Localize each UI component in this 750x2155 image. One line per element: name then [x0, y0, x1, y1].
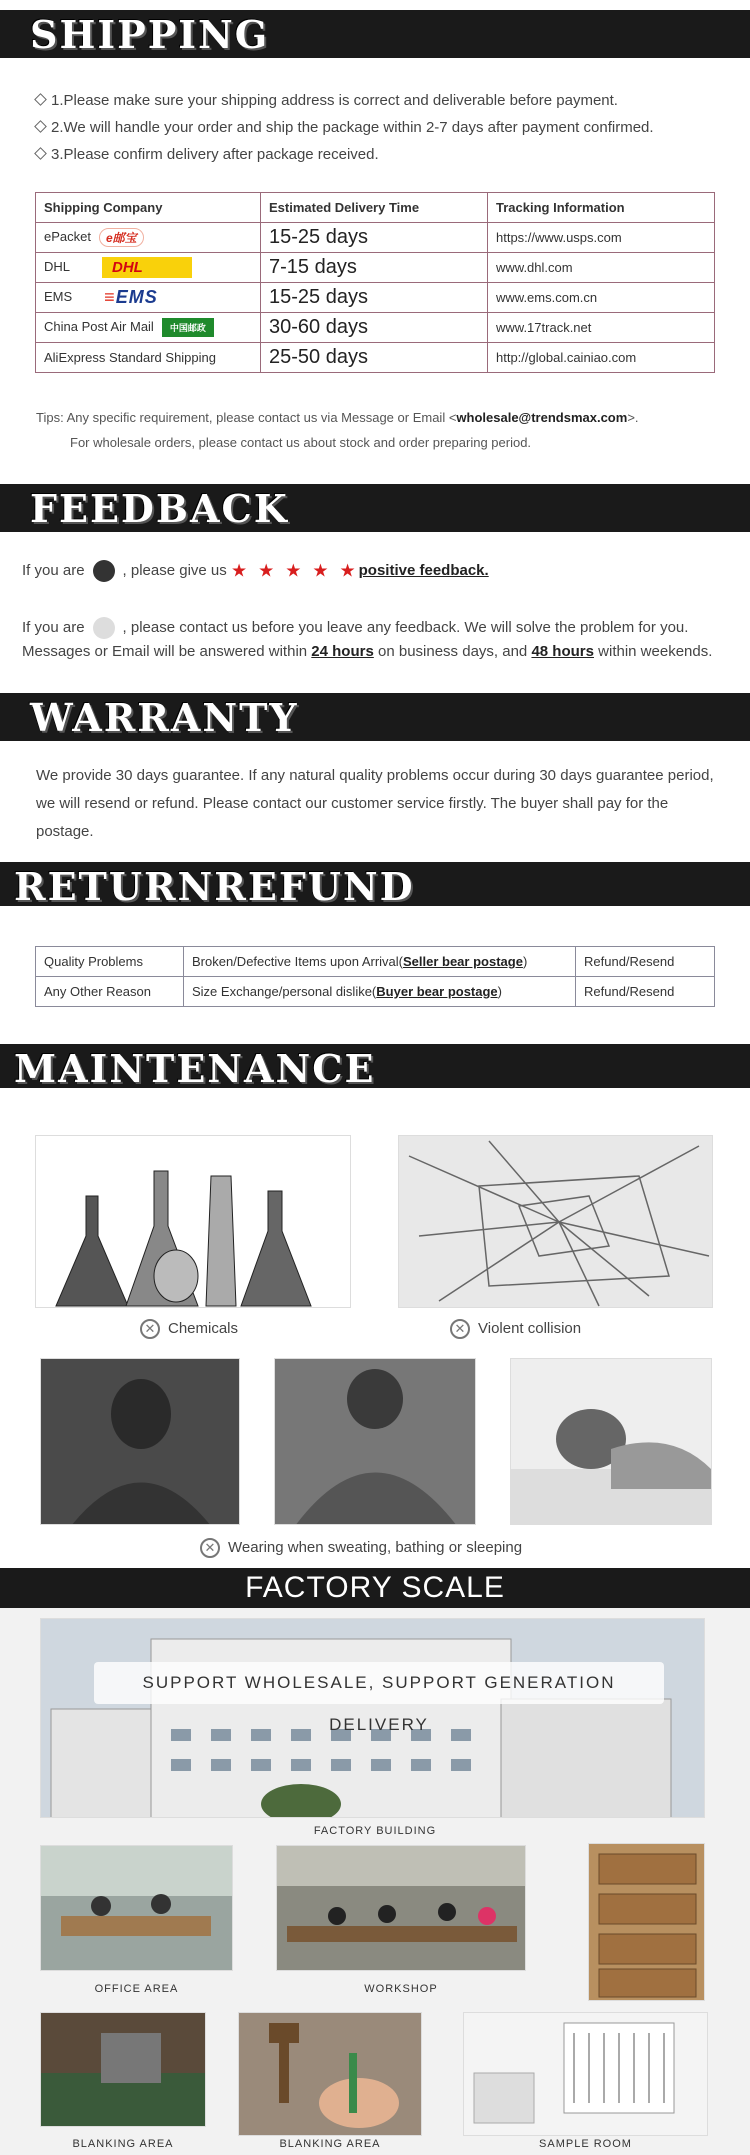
workshop-photo — [276, 1845, 526, 1971]
tracking-link[interactable]: https://www.usps.com — [488, 223, 715, 253]
sample-display-icon — [464, 2013, 708, 2136]
bathing-photo — [274, 1358, 476, 1525]
feedback-banner — [0, 484, 750, 532]
sad-face-icon — [93, 617, 115, 639]
shelves-icon — [589, 1844, 705, 2001]
refund-detail: Broken/Defective Items upon Arrival(Seller bear postage) — [184, 947, 576, 977]
sweating-photo — [40, 1358, 240, 1525]
collision-caption: ✕ Violent collision — [450, 1319, 581, 1339]
company-cell: ePacket e邮宝 — [36, 223, 261, 253]
chemicals-caption: ✕ Chemicals — [140, 1319, 238, 1339]
diamond-icon — [34, 93, 47, 106]
tracking-link[interactable]: www.17track.net — [488, 313, 715, 343]
company-cell: EMS ≡EMS — [36, 283, 261, 313]
table-row — [36, 253, 715, 283]
refund-table — [35, 946, 715, 1007]
chemicals-photo — [35, 1135, 351, 1308]
sleeping-photo — [510, 1358, 712, 1525]
warranty-title: WARRANTY — [30, 695, 299, 740]
table-row — [36, 343, 715, 373]
office-desks-icon — [41, 1846, 233, 1971]
shipping-tips-line2: For wholesale orders, please contact us about stock and order preparing period. — [70, 435, 532, 450]
five-stars-icon: ★ ★ ★ ★ ★ — [230, 560, 359, 581]
refund-detail: Size Exchange/personal dislike(Buyer bear postage) — [184, 977, 576, 1007]
company-cell: AliExpress Standard Shipping — [36, 343, 261, 373]
blanking-machine-icon — [41, 2013, 206, 2127]
happy-face-icon — [93, 560, 115, 582]
prohibited-icon: ✕ — [200, 1538, 220, 1558]
workshop-workers-icon — [277, 1846, 526, 1971]
factory-title: FACTORY SCALE — [245, 1571, 505, 1604]
collision-photo — [398, 1135, 713, 1308]
shipping-title: SHIPPING — [30, 12, 270, 57]
wearing-caption: ✕ Wearing when sweating, bathing or sleeping — [200, 1538, 522, 1558]
shipping-banner — [0, 10, 750, 58]
diamond-icon — [34, 120, 47, 133]
shipping-tips: Tips: Any specific requirement, please contact us via Message or Email <wholesale@trendsmax.com>. — [36, 410, 639, 425]
time-cell: 7-15 days — [261, 253, 488, 283]
tracking-link[interactable]: http://global.cainiao.com — [488, 343, 715, 373]
sweating-man-icon — [41, 1359, 240, 1525]
warranty-text: We provide 30 days guarantee. If any natural quality problems occur during 30 days guarantee period, we will resend or refund. Please contact our customer service firstly. The buyer shall pay for the postage. — [36, 767, 714, 840]
lab-flasks-icon — [36, 1136, 351, 1308]
blanking-area-2-photo — [238, 2012, 422, 2136]
refund-title: RETURNREFUND — [14, 864, 415, 909]
broken-glass-icon — [399, 1136, 713, 1308]
blanking-area-2-caption: BLANKING AREA — [279, 2138, 381, 2150]
header-tracking: Tracking Information — [488, 193, 715, 223]
time-cell: 30-60 days — [261, 313, 488, 343]
wholesale-email[interactable]: wholesale@trendsmax.com — [456, 410, 628, 425]
ems-logo: ≡EMS — [104, 287, 158, 307]
table-row — [36, 313, 715, 343]
diamond-icon — [34, 147, 47, 160]
prohibited-icon: ✕ — [450, 1319, 470, 1339]
time-cell: 15-25 days — [261, 283, 488, 313]
blanking-area-1-caption: BLANKING AREA — [72, 2138, 174, 2150]
time-cell: 25-50 days — [261, 343, 488, 373]
refund-action: Refund/Resend — [576, 977, 715, 1007]
refund-banner — [0, 862, 750, 909]
epacket-logo: e邮宝 — [99, 228, 144, 247]
workshop-caption: WORKSHOP — [364, 1983, 438, 1995]
tracking-link[interactable]: www.ems.com.cn — [488, 283, 715, 313]
feedback-happy-line: If you are , please give us ★ ★ ★ ★ ★positive feedback. — [22, 560, 489, 581]
company-cell: China Post Air Mail 中国邮政 — [36, 313, 261, 343]
header-company: Shipping Company — [36, 193, 261, 223]
maintenance-banner — [0, 1044, 750, 1091]
feedback-sad-line: If you are , please contact us before you leave any feedback. We will solve the problem for you. — [22, 617, 688, 639]
refund-reason: Any Other Reason — [36, 977, 184, 1007]
refund-reason: Quality Problems — [36, 947, 184, 977]
office-photo — [40, 1845, 233, 1971]
support-wholesale-text: SUPPORT WHOLESALE, SUPPORT GENERATION DELIVERY — [94, 1662, 664, 1704]
company-cell: DHL DHL — [36, 253, 261, 283]
table-row — [36, 283, 715, 313]
header-time: Estimated Delivery Time — [261, 193, 488, 223]
china-post-logo: 中国邮政 — [162, 318, 214, 337]
ems-wing-icon: ≡ — [104, 287, 116, 307]
table-row — [36, 947, 715, 977]
maintenance-title: MAINTENANCE — [14, 1046, 376, 1091]
factory-building-caption: FACTORY BUILDING — [313, 1825, 437, 1837]
shipping-bullet-3: 3.Please confirm delivery after package received. — [36, 146, 379, 163]
warehouse-photo — [588, 1843, 705, 2001]
office-caption: OFFICE AREA — [94, 1983, 179, 1995]
feedback-response-line: Messages or Email will be answered within 24 hours on business days, and 48 hours within weekends. — [22, 643, 713, 660]
shipping-table-header — [36, 193, 715, 223]
refund-action: Refund/Resend — [576, 947, 715, 977]
positive-feedback-text: positive feedback. — [358, 561, 489, 579]
table-row — [36, 223, 715, 253]
warranty-banner — [0, 693, 750, 741]
shipping-table — [35, 192, 715, 373]
table-row — [36, 977, 715, 1007]
hammer-hand-icon — [239, 2013, 422, 2136]
blanking-area-1-photo — [40, 2012, 206, 2127]
sample-room-caption: SAMPLE ROOM — [539, 2138, 632, 2150]
time-cell: 15-25 days — [261, 223, 488, 253]
tracking-link[interactable]: www.dhl.com — [488, 253, 715, 283]
shipping-bullet-1: 1.Please make sure your shipping address is correct and deliverable before payment. — [36, 92, 618, 109]
shower-man-icon — [275, 1359, 476, 1525]
sample-room-photo — [463, 2012, 708, 2136]
prohibited-icon: ✕ — [140, 1319, 160, 1339]
dhl-logo: DHL — [102, 257, 192, 278]
sleeping-man-icon — [511, 1359, 712, 1525]
factory-banner — [0, 1568, 750, 1608]
feedback-title: FEEDBACK — [30, 486, 289, 531]
shipping-bullet-2: 2.We will handle your order and ship the package within 2-7 days after payment confirmed. — [36, 119, 654, 136]
